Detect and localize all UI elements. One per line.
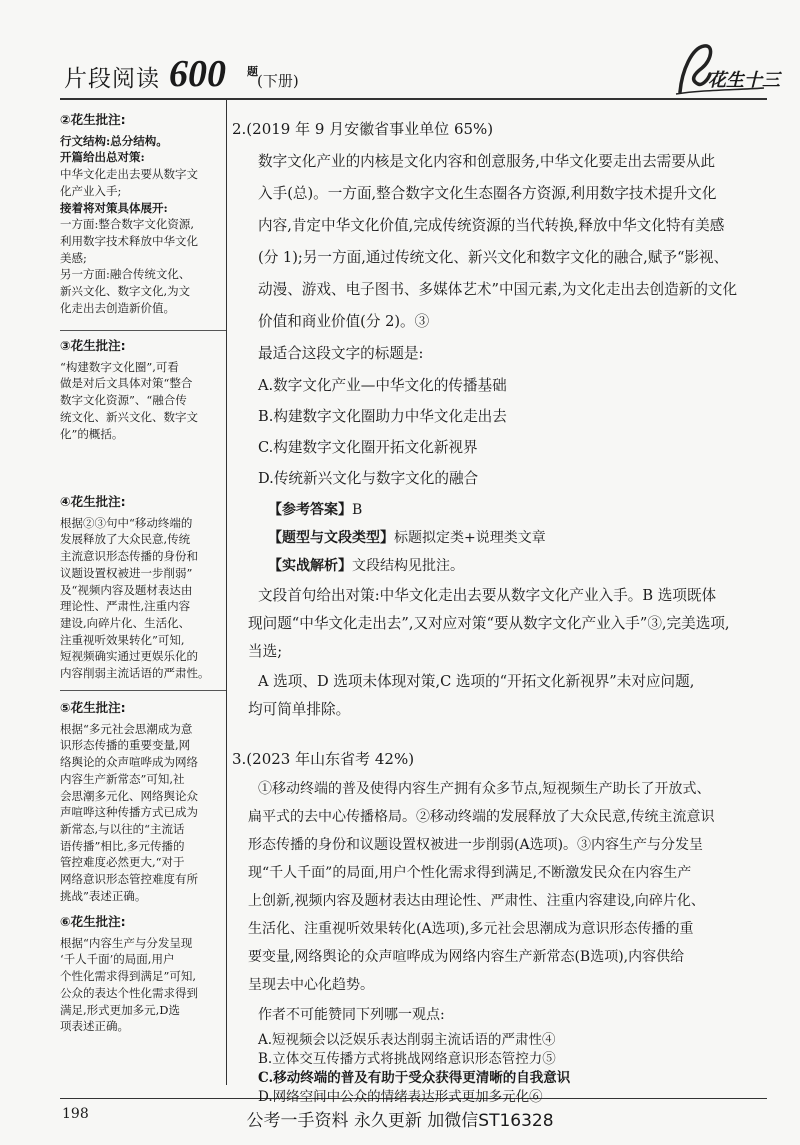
option-a: A.短视频会以泛娱乐表达削弱主流话语的严肃性④ <box>258 1032 556 1048</box>
type-value: 标题拟定类+说理类文章 <box>394 530 546 546</box>
column-divider <box>226 100 227 1085</box>
note-line: 识形态传播的重要变量,网 <box>60 738 191 753</box>
note-line: “构建数字文化圈”,可看 <box>60 359 179 374</box>
passage-line: 上创新,视频内容及题材表达由理论性、严肃性、注重内容建设,向碎片化、 <box>248 893 705 909</box>
note-line: 行文结构:总分结构。 <box>60 133 168 148</box>
book-number-suffix: 题 <box>247 65 258 78</box>
note-line: 语传播”相比,多元传播的 <box>60 838 185 853</box>
note-line: 开篇给出总对策: <box>60 150 145 165</box>
note-line: 挑战”表述正确。 <box>60 888 147 903</box>
passage-line: 扁平式的去中心传播格局。②移动终端的发展释放了大众民意,传统主流意识 <box>248 809 715 825</box>
note-line: 及“视频内容及题材表达由 <box>60 582 193 597</box>
note-line: 化”的概括。 <box>60 426 124 441</box>
note-line: 主流意识形态传播的身份和 <box>60 549 198 564</box>
note-line: 统文化、新兴文化、数字文 <box>60 409 198 424</box>
passage-line: 现“千人千面”的局面,用户个性化需求得到满足,不断激发民众在内容生产 <box>248 865 692 881</box>
note-title: ③花生批注: <box>60 338 126 353</box>
note-2 <box>60 112 220 316</box>
note-5 <box>60 700 220 904</box>
question-prompt: 作者不可能赞同下列哪一观点: <box>258 1007 445 1023</box>
note-3 <box>60 338 220 442</box>
note-line: 项表述正确。 <box>60 1019 129 1034</box>
option-c: C.构建数字文化圈开拓文化新视界 <box>258 439 478 456</box>
note-line: 建设,向碎片化、生活化、 <box>60 615 191 630</box>
note-line: 另一方面:融合传统文化、 <box>60 267 191 282</box>
analysis-label: 【实战解析】 <box>268 558 352 574</box>
note-title: ⑥花生批注: <box>60 914 126 929</box>
note-line: 根据“内容生产与分发呈现 <box>60 935 193 950</box>
note-line: 注重视听效果转化”可知, <box>60 632 185 647</box>
note-line: 中华文化走出去要从数字文 <box>60 167 198 182</box>
book-number: 600 <box>169 53 226 95</box>
analysis-row <box>268 555 464 575</box>
passage-line: 生活化、注重视听效果转化(A选项),多元社会思潮成为意识形态传播的重 <box>248 921 694 937</box>
book-volume: (下册) <box>257 72 299 90</box>
note-line: 新兴文化、数字文化,为文 <box>60 284 191 299</box>
note-line: 公众的表达个性化需求得到 <box>60 985 198 1000</box>
note-line: 美感; <box>60 250 87 265</box>
passage-line: 动漫、游戏、电子图书、多媒体艺术”中国元素,为文化走出去创造新的文化 <box>258 281 738 298</box>
note-line: 化产业入手; <box>60 183 122 198</box>
question-prompt: 最适合这段文字的标题是: <box>258 345 424 362</box>
note-line: 络舆论的众声喧哗成为网络 <box>60 755 198 770</box>
passage-line: 入手(总)。一方面,整合数字文化生态圈各方资源,利用数字技术提升文化 <box>258 185 717 202</box>
note-line: 接着将对策具体展开: <box>60 200 168 215</box>
note-line: 新常态,与以往的“主流话 <box>60 821 185 836</box>
note-line: 根据②③句中“移动终端的 <box>60 515 193 530</box>
option-a: A.数字文化产业—中华文化的传播基础 <box>258 377 507 394</box>
note-4 <box>60 494 220 682</box>
page-header <box>0 0 800 105</box>
note-title: ②花生批注: <box>60 112 126 127</box>
passage-line: 价值和商业价值(分 2)。③ <box>258 313 430 330</box>
question-2-heading: 2.(2019 年 9 月安徽省事业单位 65%) <box>232 120 494 138</box>
note-line: 网络意识形态管控难度有所 <box>60 872 198 887</box>
answer-value: B <box>352 502 363 518</box>
explanation-line: 文段首句给出对策:中华文化走出去要从数字文化产业入手。B 选项既体 <box>258 587 717 604</box>
note-line: 个性化需求得到满足”可知, <box>60 969 197 984</box>
explanation-line: 当选; <box>248 643 283 660</box>
note-line: 做是对后文具体对策“整合 <box>60 376 193 391</box>
footer-watermark: 公考一手资料 永久更新 加微信ST16328 <box>246 1111 554 1131</box>
analysis-value: 文段结构见批注。 <box>352 558 464 574</box>
note-line: 议题设置权被进一步削弱” <box>60 565 193 580</box>
note-line: 利用数字技术释放中华文化 <box>60 233 198 248</box>
note-title: ④花生批注: <box>60 494 126 509</box>
note-line: ‘千人千面’的局面,用户 <box>60 952 175 967</box>
header-rule <box>60 98 767 100</box>
explanation-line: A 选项、D 选项未体现对策,C 选项的“开拓文化新视界”未对应问题, <box>258 673 695 690</box>
page-number: 198 <box>62 1106 89 1122</box>
passage-line: 内容,肯定中华文化价值,完成传统资源的当代转换,释放中华文化特有美感 <box>258 217 725 234</box>
note-line: 一方面:整合数字文化资源, <box>60 217 195 232</box>
note-line: 发展释放了大众民意,传统 <box>60 532 191 547</box>
answer-label: 【参考答案】 <box>268 502 352 518</box>
note-line: 短视频确实通过更娱乐化的 <box>60 649 198 664</box>
note-6 <box>60 914 220 1035</box>
note-title: ⑤花生批注: <box>60 700 126 715</box>
note-line: 内容生产新常态”可知,社 <box>60 771 185 786</box>
option-b: B.立体交互传播方式将挑战网络意识形态管控力⑤ <box>258 1051 556 1067</box>
type-row <box>268 527 546 547</box>
option-d: D.传统新兴文化与数字文化的融合 <box>258 470 479 487</box>
type-label: 【题型与文段类型】 <box>268 530 394 546</box>
passage-line: ①移动终端的普及使得内容生产拥有众多节点,短视频生产助长了开放式、 <box>258 781 711 797</box>
note-separator <box>60 330 226 331</box>
question-3-heading: 3.(2023 年山东省考 42%) <box>232 750 415 768</box>
brand-name: 花生十三 <box>708 70 780 91</box>
answer-row <box>268 499 362 519</box>
note-line: 内容削弱主流话语的严肃性。 <box>60 666 210 681</box>
passage-line: 要变量,网络舆论的众声喧哗成为网络内容生产新常态(B选项),内容供给 <box>248 949 685 965</box>
passage-line: 数字文化产业的内核是文化内容和创意服务,中华文化要走出去需要从此 <box>258 153 716 170</box>
passage-line: 呈现去中心化趋势。 <box>248 977 374 993</box>
book-title: 片段阅读 <box>64 66 160 92</box>
note-line: 管控难度必然更大,“对于 <box>60 855 185 870</box>
note-line: 会思潮多元化、网络舆论众 <box>60 788 198 803</box>
option-b: B.构建数字文化圈助力中华文化走出去 <box>258 408 507 425</box>
option-c: C.移动终端的普及有助于受众获得更清晰的自我意识 <box>258 1070 571 1086</box>
note-separator <box>60 690 226 691</box>
explanation-line: 均可简单排除。 <box>248 701 351 718</box>
note-line: 根据“多元社会思潮成为意 <box>60 721 193 736</box>
option-d: D.网络空间中公众的情绪表达形式更加多元化⑥ <box>258 1089 543 1105</box>
note-line: 数字文化资源”、“融合传 <box>60 393 187 408</box>
note-line: 理论性、严肃性,注重内容 <box>60 599 191 614</box>
note-line: 满足,形式更加多元,D选 <box>60 1002 181 1017</box>
note-line: 化走出去创造新价值。 <box>60 300 175 315</box>
note-line: 声喧哗这种传播方式已成为 <box>60 805 198 820</box>
passage-line: (分 1);另一方面,通过传统文化、新兴文化和数字文化的融合,赋予“影视、 <box>258 249 729 266</box>
passage-line: 形态传播的身份和议题设置权被进一步削弱(A选项)。③内容生产与分发呈 <box>248 837 704 853</box>
explanation-line: 现问题“中华文化走出去”,又对应对策“要从数字文化产业入手”③,完美选项, <box>248 615 730 632</box>
